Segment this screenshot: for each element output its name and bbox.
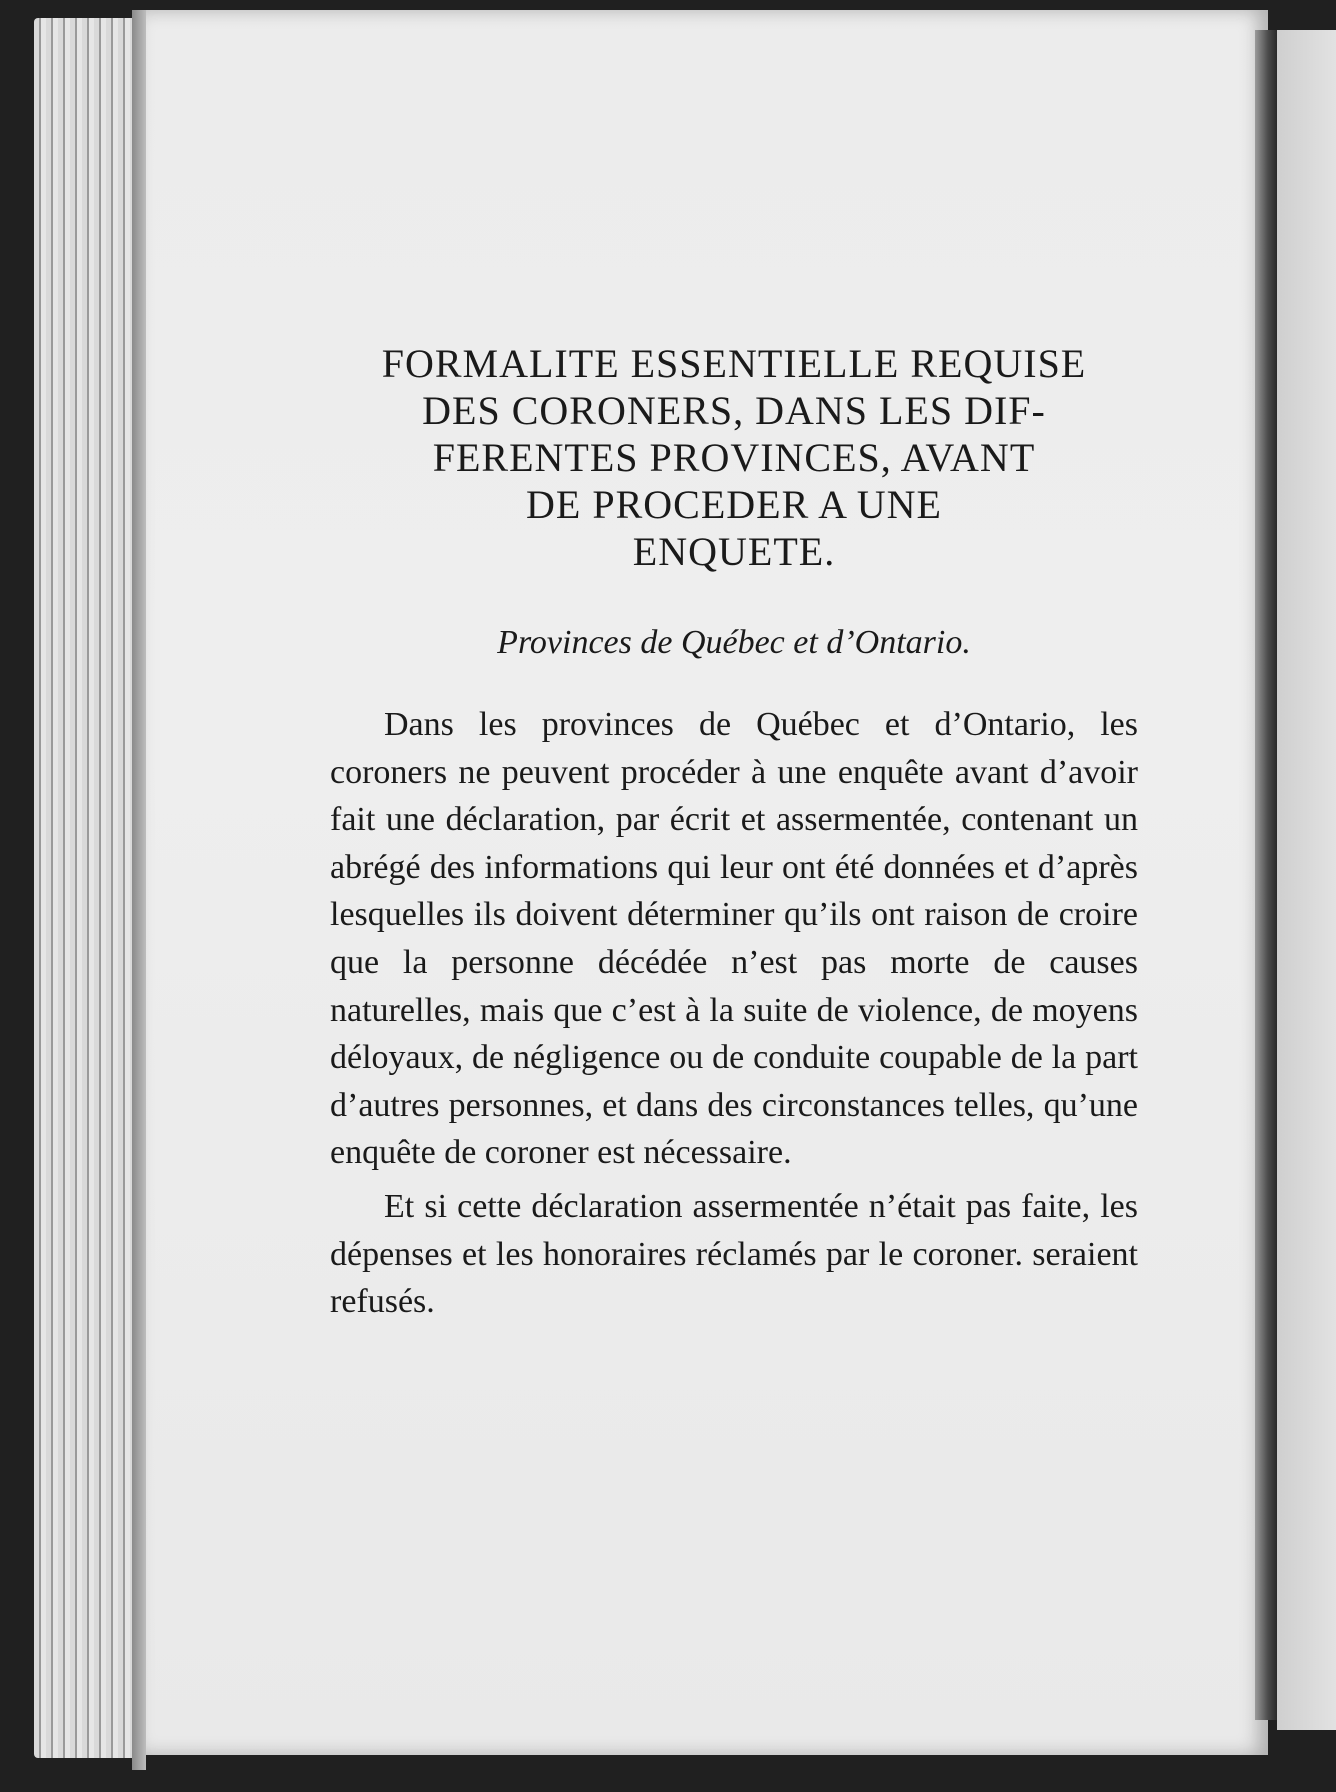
page-text	[330, 340, 1138, 1326]
page-edge-shadow	[132, 10, 146, 1770]
section-heading: FORMALITE ESSENTIELLE REQUISE DES CORONERS, DANS LES DIF- FERENTES PROVINCES, AVANT DE PROCEDER A UNE ENQUETE.	[381, 341, 1087, 574]
section-subheading: Provinces de Québec et d’Ontario.	[497, 624, 971, 661]
book-gutter	[1255, 30, 1277, 1720]
body-paragraph-1: Dans les provinces de Québec et d’Ontario, les coroners ne peuvent procéder à une enquête avant d’avoir fait une déclaration, par écrit et assermentée, contenant un abrégé des informations qui leur ont été données et d’après lesquelles ils doivent déterminer qu’ils ont raison de croire que la personne décédée n’est pas morte de causes naturelles, mais que c’est à la suite de violence, de moyens déloyaux, de négligence ou de conduite coupable de la part d’autres personnes, et dans des circonstances telles, qu’une enquête de coroner est nécessaire.	[330, 706, 1138, 1172]
body-paragraph-2: Et si cette déclaration assermentée n’était pas faite, les dépenses et les honoraires réclamés par le coroner. seraient refusés.	[330, 1187, 1138, 1321]
page-stack-edges	[34, 18, 146, 1758]
facing-page-edge	[1277, 30, 1336, 1730]
